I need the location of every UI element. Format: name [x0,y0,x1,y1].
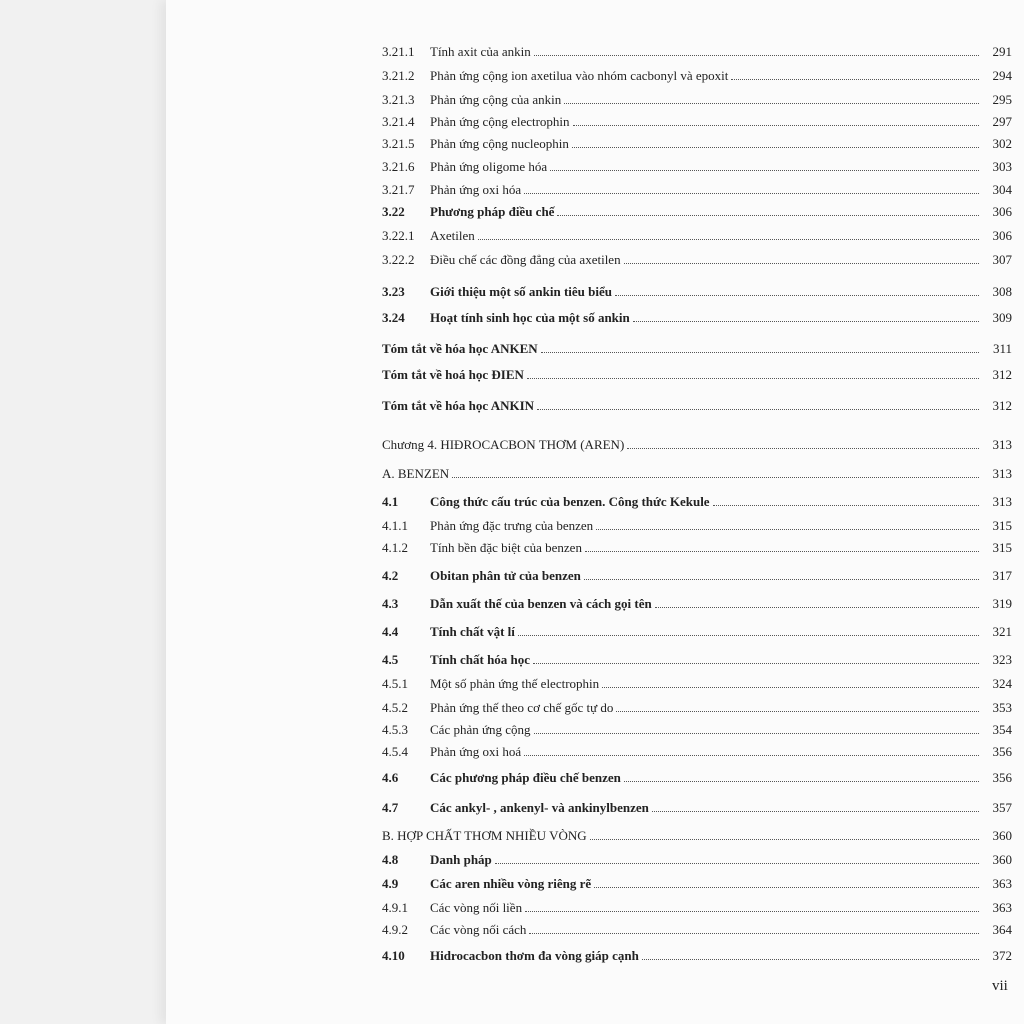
toc-entry-title: Tóm tắt về hóa học ANKIN [382,398,535,413]
toc-entry [382,648,1012,668]
toc-entry [382,514,1012,534]
toc-entry-page: 312 [992,398,1012,413]
toc-entry-title: Giới thiệu một số ankin tiêu biểu [430,284,613,299]
dot-leader [564,103,979,104]
toc-entry-page: 321 [992,624,1012,639]
toc-entry-title: Phương pháp điều chế [430,204,555,219]
toc-entry-page: 372 [992,948,1012,963]
toc-entry-page: 313 [992,437,1012,452]
toc-entry [382,718,1012,738]
toc-entry-page: 364 [992,922,1012,937]
dot-leader [524,193,979,194]
toc-entry [382,306,1012,326]
toc-entry-number: 4.5.1 [382,676,408,691]
toc-entry [382,200,1012,220]
toc-entry-title: Công thức cấu trúc của benzen. Công thức Kekule [430,494,710,509]
dot-leader [452,477,979,478]
toc-entry-number: 4.9.1 [382,900,408,915]
toc-entry [382,848,1012,868]
toc-entry-page: 323 [992,652,1012,667]
toc-entry [382,64,1012,84]
toc-entry-title: Các vòng nối liền [430,900,523,915]
toc-entry-title: Các vòng nối cách [430,922,527,937]
toc-entry-page: 353 [992,700,1012,715]
toc-entry-title: B. HỢP CHẤT THƠM NHIỀU VÒNG [382,828,587,843]
toc-entry [382,896,1012,916]
page-folio: vii [992,978,1008,994]
toc-entry [382,696,1012,716]
toc-entry-page: 304 [992,182,1012,197]
toc-entry-number: 4.5.2 [382,700,408,715]
toc-entry [382,944,1012,964]
table-of-contents [166,0,1024,1024]
toc-entry [382,363,1012,383]
toc-entry-page: 311 [992,341,1012,356]
toc-entry-title: Chương 4. HIĐROCACBON THƠM (AREN) [382,437,625,452]
toc-entry-number: 4.1.2 [382,540,408,555]
toc-entry-title: Danh pháp [430,852,492,867]
toc-entry-number: 4.5.3 [382,722,408,737]
dot-leader [478,239,979,240]
dot-leader [525,911,979,912]
toc-entry-page: 356 [992,770,1012,785]
dot-leader [534,55,979,56]
dot-leader [731,79,979,80]
toc-entry-title: Tóm tắt về hoá học ĐIEN [382,367,524,382]
toc-entry [382,592,1012,612]
toc-entry-number: 4.1.1 [382,518,408,533]
toc-entry [382,40,1012,60]
toc-entry-number: 4.6 [382,770,399,785]
toc-entry-page: 315 [992,518,1012,533]
toc-entry [382,490,1012,510]
toc-entry-page: 294 [992,68,1012,83]
toc-entry-title: Một số phản ứng thế electrophin [430,676,600,691]
toc-entry-number: 4.10 [382,948,405,963]
dot-leader [534,733,979,734]
dot-leader [602,687,979,688]
dot-leader [495,863,979,864]
toc-entry-page: 360 [992,828,1012,843]
toc-entry-title: Các aren nhiều vòng riêng rẽ [430,876,592,891]
toc-entry-title: Phản ứng cộng của ankin [430,92,562,107]
toc-entry-page: 357 [992,800,1012,815]
toc-entry-number: 4.3 [382,596,399,611]
toc-entry-number: 4.9.2 [382,922,408,937]
dot-leader [585,551,979,552]
dot-leader [524,755,979,756]
toc-entry-title: Phản ứng cộng nucleophin [430,136,569,151]
dot-leader [642,959,979,960]
toc-entry-page: 306 [992,204,1012,219]
toc-entry [382,740,1012,760]
toc-entry [382,132,1012,152]
dot-leader [590,839,979,840]
toc-entry-number: 3.21.5 [382,136,415,151]
toc-entry [382,824,1012,844]
toc-entry-title: Phản ứng cộng electrophin [430,114,570,129]
toc-entry-number: 4.2 [382,568,399,583]
toc-entry-number: 4.8 [382,852,399,867]
toc-entry [382,620,1012,640]
toc-entry-title: Phản ứng oxi hoá [430,744,522,759]
toc-entry-title: Phản ứng đặc trưng của benzen [430,518,594,533]
dot-leader [533,663,979,664]
dot-leader [652,811,979,812]
toc-entry [382,564,1012,584]
toc-entry-page: 309 [992,310,1012,325]
dot-leader [713,505,979,506]
dot-leader [550,170,979,171]
dot-leader [537,409,979,410]
toc-entry-number: 3.21.7 [382,182,415,197]
toc-entry-number: 3.21.3 [382,92,415,107]
toc-entry [382,248,1012,268]
toc-entry-page: 306 [992,228,1012,243]
toc-entry-title: Điều chế các đồng đẳng của axetilen [430,252,621,267]
toc-entry [382,433,1012,453]
toc-entry-number: 4.5.4 [382,744,408,759]
toc-entry [382,110,1012,130]
toc-entry-title: Obitan phân tử của benzen [430,568,581,583]
toc-entry-number: 3.24 [382,310,405,325]
toc-entry-page: 363 [992,900,1012,915]
toc-entry [382,88,1012,108]
dot-leader [529,933,979,934]
toc-entry-title: Phản ứng cộng ion axetilua vào nhóm cacbonyl và epoxit [430,68,729,83]
toc-entry-page: 324 [992,676,1012,691]
toc-entry-page: 302 [992,136,1012,151]
book-page [166,0,1024,1024]
toc-entry-number: 3.21.1 [382,44,415,59]
toc-entry-title: Phản ứng thế theo cơ chế gốc tự do [430,700,614,715]
toc-entry-title: Dẫn xuất thế của benzen và cách gọi tên [430,596,652,611]
dot-leader [557,215,979,216]
toc-entry-page: 303 [992,159,1012,174]
dot-leader [572,147,979,148]
toc-entry-page: 356 [992,744,1012,759]
dot-leader [584,579,979,580]
dot-leader [624,781,979,782]
toc-entry-title: Tóm tắt về hóa học ANKEN [382,341,538,356]
dot-leader [616,711,979,712]
toc-entry-page: 295 [992,92,1012,107]
toc-entry [382,394,1012,414]
toc-entry-title: Phản ứng oligome hóa [430,159,548,174]
toc-entry-page: 312 [992,367,1012,382]
dot-leader [527,378,979,379]
toc-entry-page: 363 [992,876,1012,891]
dot-leader [594,887,979,888]
dot-leader [633,321,979,322]
toc-entry-title: Các phương pháp điều chế benzen [430,770,621,785]
toc-entry [382,155,1012,175]
toc-entry-page: 307 [992,252,1012,267]
toc-entry [382,766,1012,786]
toc-entry-page: 354 [992,722,1012,737]
toc-entry-number: 3.22.1 [382,228,415,243]
dot-leader [624,263,979,264]
dot-leader [573,125,979,126]
toc-entry-number: 4.1 [382,494,399,509]
toc-entry-number: 3.22 [382,204,405,219]
dot-leader [655,607,979,608]
toc-entry-number: 4.7 [382,800,399,815]
toc-entry-title: Các ankyl- , ankenyl- và ankinylbenzen [430,800,649,815]
toc-entry-page: 317 [992,568,1012,583]
toc-entry-number: 4.4 [382,624,399,639]
toc-entry [382,280,1012,300]
toc-entry-page: 319 [992,596,1012,611]
toc-entry [382,918,1012,938]
toc-entry-title: Axetilen [430,228,475,243]
toc-entry-page: 315 [992,540,1012,555]
dot-leader [627,448,979,449]
toc-entry-page: 360 [992,852,1012,867]
toc-entry-number: 3.23 [382,284,405,299]
toc-entry-title: Tính bền đặc biệt của benzen [430,540,582,555]
toc-entry [382,872,1012,892]
toc-entry-title: Phản ứng oxi hóa [430,182,522,197]
toc-entry [382,178,1012,198]
toc-entry-title: Các phản ứng cộng [430,722,531,737]
toc-entry-page: 308 [992,284,1012,299]
toc-entry-page: 313 [992,494,1012,509]
toc-entry-number: 4.9 [382,876,399,891]
toc-entry [382,536,1012,556]
dot-leader [541,352,979,353]
toc-entry [382,672,1012,692]
toc-entry-number: 3.22.2 [382,252,415,267]
toc-entry-page: 291 [992,44,1012,59]
dot-leader [596,529,979,530]
toc-entry-page: 297 [992,114,1012,129]
toc-entry-page: 313 [992,466,1012,481]
toc-entry-number: 3.21.6 [382,159,415,174]
toc-entry-title: Hoạt tính sinh học của một số ankin [430,310,630,325]
toc-entry-title: Tính axit của ankin [430,44,531,59]
toc-entry-number: 3.21.4 [382,114,415,129]
toc-entry [382,224,1012,244]
toc-entry [382,796,1012,816]
toc-entry-number: 3.21.2 [382,68,415,83]
dot-leader [615,295,979,296]
toc-entry [382,462,1012,482]
toc-entry-title: Tính chất vật lí [430,624,515,639]
dot-leader [518,635,979,636]
toc-entry [382,337,1012,357]
toc-entry-number: 4.5 [382,652,399,667]
toc-entry-title: A. BENZEN [382,466,450,481]
toc-entry-title: Tính chất hóa học [430,652,531,667]
toc-entry-title: Hidrocacbon thơm đa vòng giáp cạnh [430,948,639,963]
